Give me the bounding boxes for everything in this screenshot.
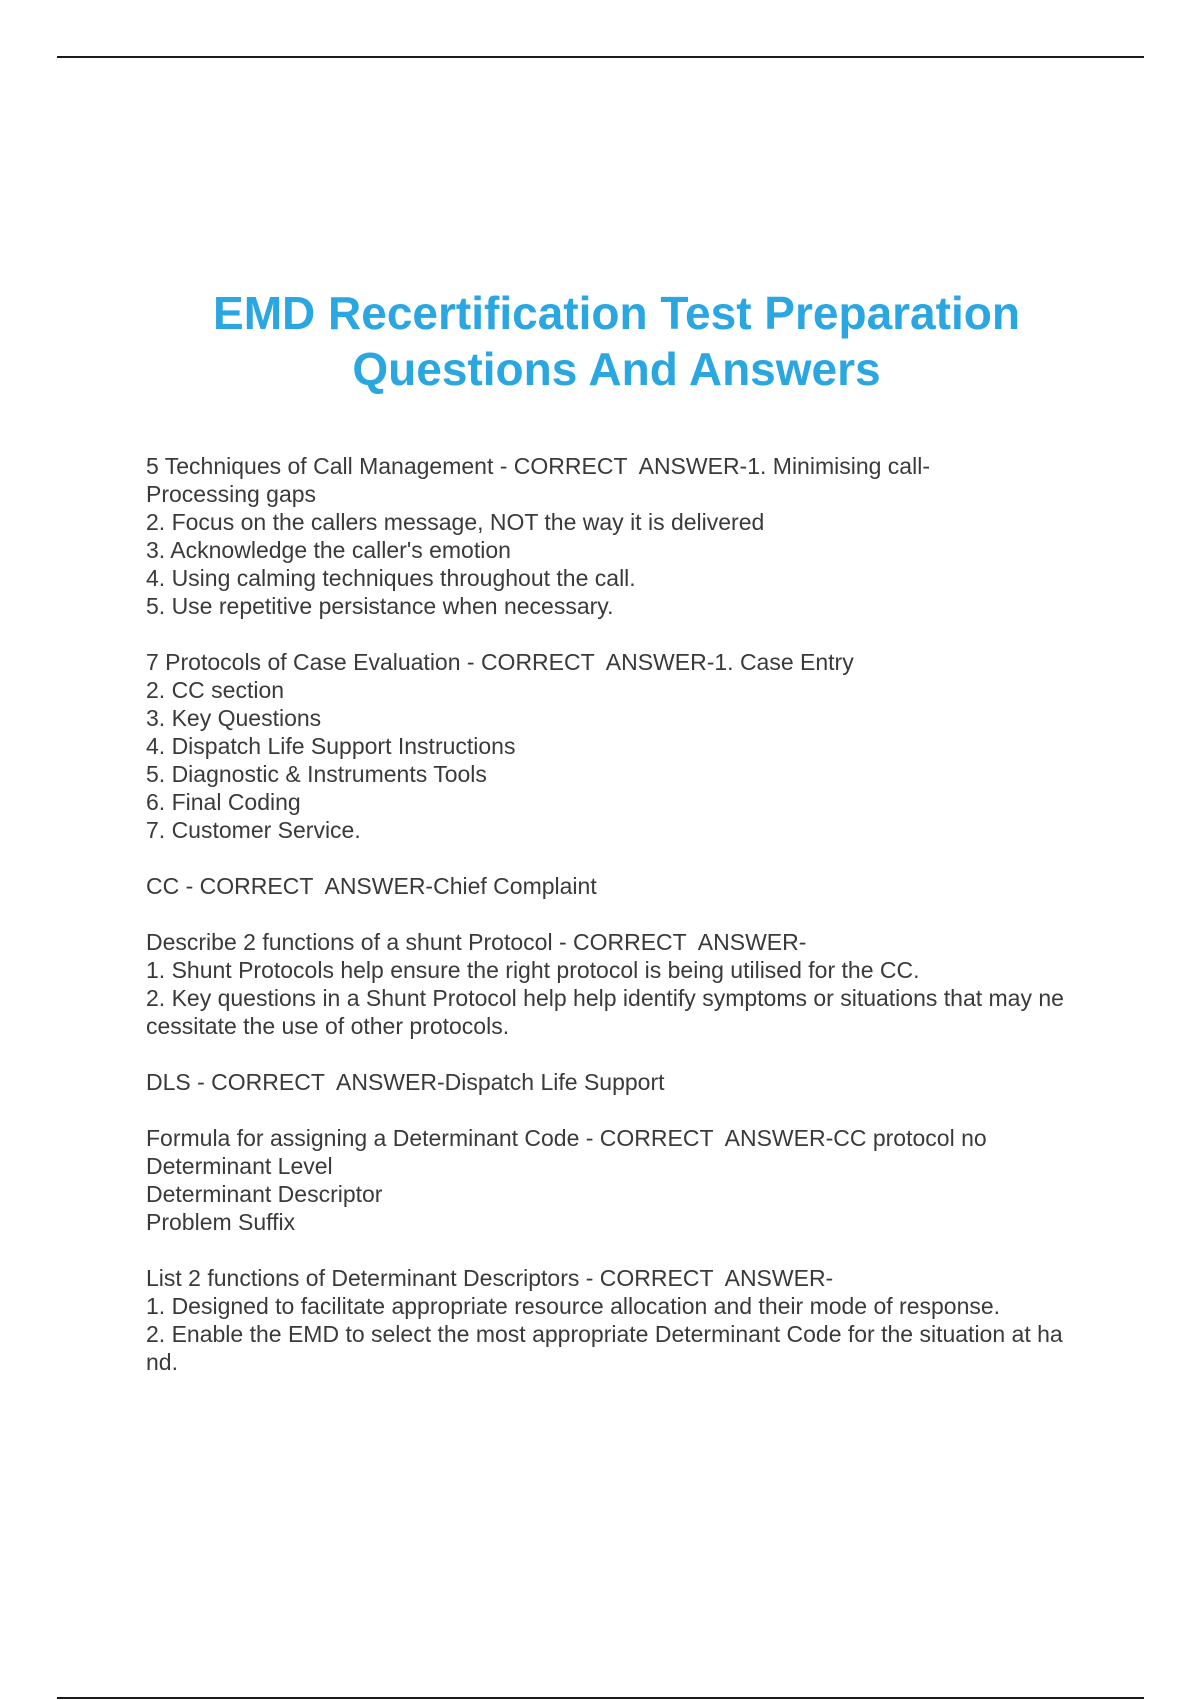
qa-line: 2. Key questions in a Shunt Protocol help help identify symptoms or situations that may ne [146,985,1064,1011]
footer-rule [57,1697,1144,1699]
qa-line: CC - CORRECT ANSWER-Chief Complaint [146,873,597,899]
qa-list [146,452,1106,1404]
qa-line: Problem Suffix [146,1209,296,1235]
qa-line: 6. Final Coding [146,789,301,815]
qa-line: 7 Protocols of Case Evaluation - CORRECT ANSWER-1. Case Entry [146,649,854,675]
qa-line: Determinant Level [146,1153,333,1179]
qa-block [146,648,1106,844]
header-rule [57,56,1144,58]
qa-line: Determinant Descriptor [146,1181,383,1207]
qa-line: 2. Enable the EMD to select the most appropriate Determinant Code for the situation at ha [146,1321,1063,1347]
qa-line: 4. Dispatch Life Support Instructions [146,733,516,759]
qa-line: 2. Focus on the callers message, NOT the way it is delivered [146,509,765,535]
title-line: EMD Recertification Test Preparation [213,287,1020,339]
qa-line: 1. Designed to facilitate appropriate resource allocation and their mode of response. [146,1293,1001,1319]
qa-line: DLS - CORRECT ANSWER-Dispatch Life Support [146,1069,665,1095]
qa-line: Describe 2 functions of a shunt Protocol - CORRECT ANSWER- [146,929,807,955]
document-title [0,285,1200,397]
title-line: Questions And Answers [352,343,881,395]
qa-line: nd. [146,1349,178,1375]
qa-line: 5 Techniques of Call Management - CORRECT ANSWER-1. Minimising call- [146,453,930,479]
qa-line: cessitate the use of other protocols. [146,1013,510,1039]
qa-line: 4. Using calming techniques throughout the call. [146,565,636,591]
qa-line: List 2 functions of Determinant Descriptors - CORRECT ANSWER- [146,1265,834,1291]
qa-line: 3. Key Questions [146,705,322,731]
qa-line: 1. Shunt Protocols help ensure the right protocol is being utilised for the CC. [146,957,920,983]
qa-line: 5. Diagnostic & Instruments Tools [146,761,487,787]
qa-line: 5. Use repetitive persistance when necessary. [146,593,614,619]
qa-line: Processing gaps [146,481,317,507]
qa-line: 3. Acknowledge the caller's emotion [146,537,511,563]
qa-block [146,1124,1106,1236]
qa-line: 2. CC section [146,677,285,703]
qa-line: 7. Customer Service. [146,817,361,843]
qa-block [146,928,1106,1040]
qa-block [146,872,1106,900]
qa-block [146,1068,1106,1096]
qa-line: Formula for assigning a Determinant Code - CORRECT ANSWER-CC protocol no [146,1125,987,1151]
qa-block [146,1264,1106,1376]
qa-block [146,452,1106,620]
